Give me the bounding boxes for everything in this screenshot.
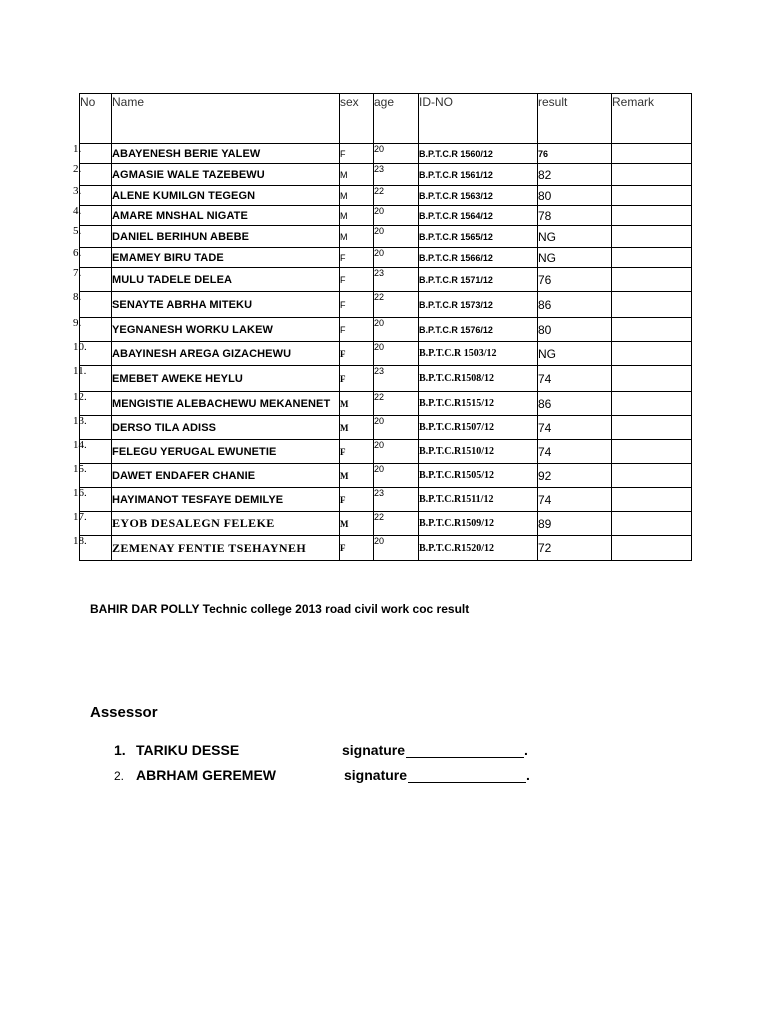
row-number: 4. <box>73 205 82 217</box>
row-id-no: B.P.T.C.R1508/12 <box>419 366 538 392</box>
row-age: 20 <box>374 342 419 366</box>
row-result: 78 <box>538 206 612 226</box>
table-row <box>80 366 692 392</box>
row-result: 74 <box>538 440 612 464</box>
row-remark <box>612 342 692 366</box>
row-sex: F <box>340 144 374 164</box>
row-remark <box>612 440 692 464</box>
row-number-cell <box>73 225 112 248</box>
row-sex: F <box>340 342 374 366</box>
table-row <box>80 248 692 268</box>
row-number-cell <box>73 487 112 512</box>
row-result: 92 <box>538 464 612 488</box>
assessor-name: ABRHAM GEREMEW <box>136 767 276 783</box>
row-sex: M <box>340 392 374 416</box>
header-name: Name <box>112 94 340 144</box>
row-remark <box>612 318 692 342</box>
row-remark <box>612 292 692 318</box>
row-sex: F <box>340 268 374 292</box>
row-age: 23 <box>374 366 419 392</box>
row-age: 20 <box>374 440 419 464</box>
row-id-no: B.P.T.C.R 1560/12 <box>419 144 538 164</box>
row-id-no: B.P.T.C.R 1573/12 <box>419 292 538 318</box>
row-remark <box>612 206 692 226</box>
table-row <box>80 512 692 536</box>
row-result: 80 <box>538 318 612 342</box>
table-row <box>80 268 692 292</box>
signature-label: signature <box>342 742 406 758</box>
signature-line <box>408 768 526 783</box>
row-result: NG <box>538 226 612 248</box>
header-id-no: ID-NO <box>419 94 538 144</box>
row-name: DAWET ENDAFER CHANIE <box>112 464 340 488</box>
row-remark <box>612 416 692 440</box>
row-id-no: B.P.T.C.R 1503/12 <box>419 342 538 366</box>
row-id-no: B.P.T.C.R 1576/12 <box>419 318 538 342</box>
assessor-number: 1. <box>114 742 126 758</box>
row-name: DERSO TILA ADISS <box>112 416 340 440</box>
row-result: 74 <box>538 366 612 392</box>
row-name: YEGNANESH WORKU LAKEW <box>112 318 340 342</box>
signature-end: . <box>526 767 530 783</box>
row-number-cell <box>73 267 112 292</box>
row-sex: F <box>340 292 374 318</box>
row-number-cell <box>73 205 112 226</box>
row-age: 22 <box>374 292 419 318</box>
row-remark <box>612 144 692 164</box>
table-row <box>80 440 692 464</box>
row-number-cell <box>73 463 112 488</box>
row-name: SENAYTE ABRHA MITEKU <box>112 292 340 318</box>
row-number: 3. <box>73 185 82 197</box>
row-number-cell <box>73 415 112 440</box>
row-number: 10. <box>73 341 87 353</box>
document-caption: BAHIR DAR POLLY Technic college 2013 road civil work coc result <box>90 602 470 616</box>
row-age: 20 <box>374 226 419 248</box>
row-number-cell <box>73 365 112 392</box>
row-id-no: B.P.T.C.R1509/12 <box>419 512 538 536</box>
row-name: ZEMENAY FENTIE TSEHAYNEH <box>112 536 340 561</box>
row-number: 8. <box>73 291 82 303</box>
row-age: 20 <box>374 464 419 488</box>
row-name: HAYIMANOT TESFAYE DEMILYE <box>112 488 340 512</box>
table-row <box>80 206 692 226</box>
row-id-no: B.P.T.C.R1507/12 <box>419 416 538 440</box>
table-row <box>80 536 692 561</box>
row-result: NG <box>538 342 612 366</box>
row-age: 23 <box>374 268 419 292</box>
table-row <box>80 292 692 318</box>
row-remark <box>612 186 692 206</box>
row-age: 22 <box>374 186 419 206</box>
row-age: 20 <box>374 144 419 164</box>
row-result: 72 <box>538 536 612 561</box>
row-number-cell <box>73 247 112 268</box>
assessor-heading: Assessor <box>90 704 158 721</box>
row-result: 82 <box>538 164 612 186</box>
header-remark: Remark <box>612 94 692 144</box>
row-age: 20 <box>374 416 419 440</box>
row-sex: M <box>340 164 374 186</box>
row-id-no: B.P.T.C.R1505/12 <box>419 464 538 488</box>
row-number-cell <box>73 291 112 318</box>
row-result: 76 <box>538 144 612 164</box>
row-number: 2. <box>73 163 82 175</box>
table-row <box>80 318 692 342</box>
results-table <box>73 93 692 561</box>
row-number: 17. <box>73 511 87 523</box>
row-number-cell <box>73 163 112 186</box>
row-remark <box>612 392 692 416</box>
signature-label: signature <box>344 767 408 783</box>
signature-end: . <box>524 742 528 758</box>
signature-line <box>406 743 524 758</box>
row-number: 9. <box>73 317 82 329</box>
row-result: 74 <box>538 488 612 512</box>
row-name: FELEGU YERUGAL EWUNETIE <box>112 440 340 464</box>
row-id-no: B.P.T.C.R 1571/12 <box>419 268 538 292</box>
table-row <box>80 226 692 248</box>
row-sex: F <box>340 536 374 561</box>
signature-field <box>344 767 530 783</box>
row-remark <box>612 464 692 488</box>
row-result: NG <box>538 248 612 268</box>
row-sex: M <box>340 512 374 536</box>
row-sex: F <box>340 366 374 392</box>
row-sex: F <box>340 440 374 464</box>
row-age: 22 <box>374 512 419 536</box>
table-row <box>80 164 692 186</box>
row-remark <box>612 512 692 536</box>
row-number-cell <box>73 143 112 164</box>
row-number-cell <box>73 535 112 561</box>
row-age: 23 <box>374 488 419 512</box>
row-age: 20 <box>374 206 419 226</box>
table-row <box>80 392 692 416</box>
row-sex: M <box>340 206 374 226</box>
row-number-cell <box>73 317 112 342</box>
table-row <box>80 186 692 206</box>
row-number-cell <box>73 185 112 206</box>
row-age: 20 <box>374 248 419 268</box>
row-result: 80 <box>538 186 612 206</box>
header-sex: sex <box>340 94 374 144</box>
row-result: 86 <box>538 392 612 416</box>
row-remark <box>612 366 692 392</box>
row-number-cell <box>73 511 112 536</box>
row-sex: F <box>340 318 374 342</box>
row-name: MULU TADELE DELEA <box>112 268 340 292</box>
row-sex: M <box>340 186 374 206</box>
header-no: No <box>80 94 112 144</box>
row-result: 89 <box>538 512 612 536</box>
signature-field <box>342 742 528 758</box>
row-id-no: B.P.T.C.R 1563/12 <box>419 186 538 206</box>
row-number: 5. <box>73 225 82 237</box>
row-name: EYOB DESALEGN FELEKE <box>112 512 340 536</box>
row-sex: M <box>340 464 374 488</box>
row-age: 22 <box>374 392 419 416</box>
row-age: 20 <box>374 536 419 561</box>
row-remark <box>612 536 692 561</box>
row-remark <box>612 226 692 248</box>
row-remark <box>612 268 692 292</box>
table-row <box>80 488 692 512</box>
row-id-no: B.P.T.C.R 1566/12 <box>419 248 538 268</box>
row-sex: M <box>340 416 374 440</box>
header-result: result <box>538 94 612 144</box>
row-name: DANIEL BERIHUN ABEBE <box>112 226 340 248</box>
row-sex: F <box>340 488 374 512</box>
row-name: AGMASIE WALE TAZEBEWU <box>112 164 340 186</box>
row-result: 76 <box>538 268 612 292</box>
table-row <box>80 144 692 164</box>
row-id-no: B.P.T.C.R1510/12 <box>419 440 538 464</box>
row-id-no: B.P.T.C.R 1561/12 <box>419 164 538 186</box>
row-id-no: B.P.T.C.R1511/12 <box>419 488 538 512</box>
assessor-number: 2. <box>114 769 125 783</box>
row-name: AMARE MNSHAL NIGATE <box>112 206 340 226</box>
table-body <box>73 143 692 561</box>
header-age: age <box>374 94 419 144</box>
row-name: MENGISTIE ALEBACHEWU MEKANENET <box>112 392 340 416</box>
row-name: ALENE KUMILGN TEGEGN <box>112 186 340 206</box>
row-number-cell <box>73 391 112 416</box>
row-number-cell <box>73 439 112 464</box>
row-id-no: B.P.T.C.R 1565/12 <box>419 226 538 248</box>
row-sex: F <box>340 248 374 268</box>
row-result: 86 <box>538 292 612 318</box>
row-name: EMEBET AWEKE HEYLU <box>112 366 340 392</box>
row-name: EMAMEY BIRU TADE <box>112 248 340 268</box>
row-number: 13. <box>73 415 87 427</box>
table-row <box>80 416 692 440</box>
row-number: 6. <box>73 247 82 259</box>
row-name: ABAYENESH BERIE YALEW <box>112 144 340 164</box>
row-number: 7. <box>73 267 82 279</box>
row-number-cell <box>73 341 112 366</box>
table-row <box>80 342 692 366</box>
row-result: 74 <box>538 416 612 440</box>
row-number: 16. <box>73 487 87 499</box>
row-age: 20 <box>374 318 419 342</box>
table-row <box>80 464 692 488</box>
row-remark <box>612 164 692 186</box>
row-number: 14. <box>73 439 87 451</box>
row-remark <box>612 248 692 268</box>
row-id-no: B.P.T.C.R1520/12 <box>419 536 538 561</box>
row-age: 23 <box>374 164 419 186</box>
row-number: 1. <box>73 143 82 155</box>
row-name: ABAYINESH AREGA GIZACHEWU <box>112 342 340 366</box>
row-number: 15. <box>73 463 87 475</box>
header-row <box>80 94 692 144</box>
row-number: 11. <box>73 365 87 377</box>
assessor-name: TARIKU DESSE <box>136 742 240 758</box>
row-id-no: B.P.T.C.R 1564/12 <box>419 206 538 226</box>
row-sex: M <box>340 226 374 248</box>
row-number: 12. <box>73 391 87 403</box>
row-number: 18. <box>73 535 87 547</box>
row-id-no: B.P.T.C.R1515/12 <box>419 392 538 416</box>
row-remark <box>612 488 692 512</box>
